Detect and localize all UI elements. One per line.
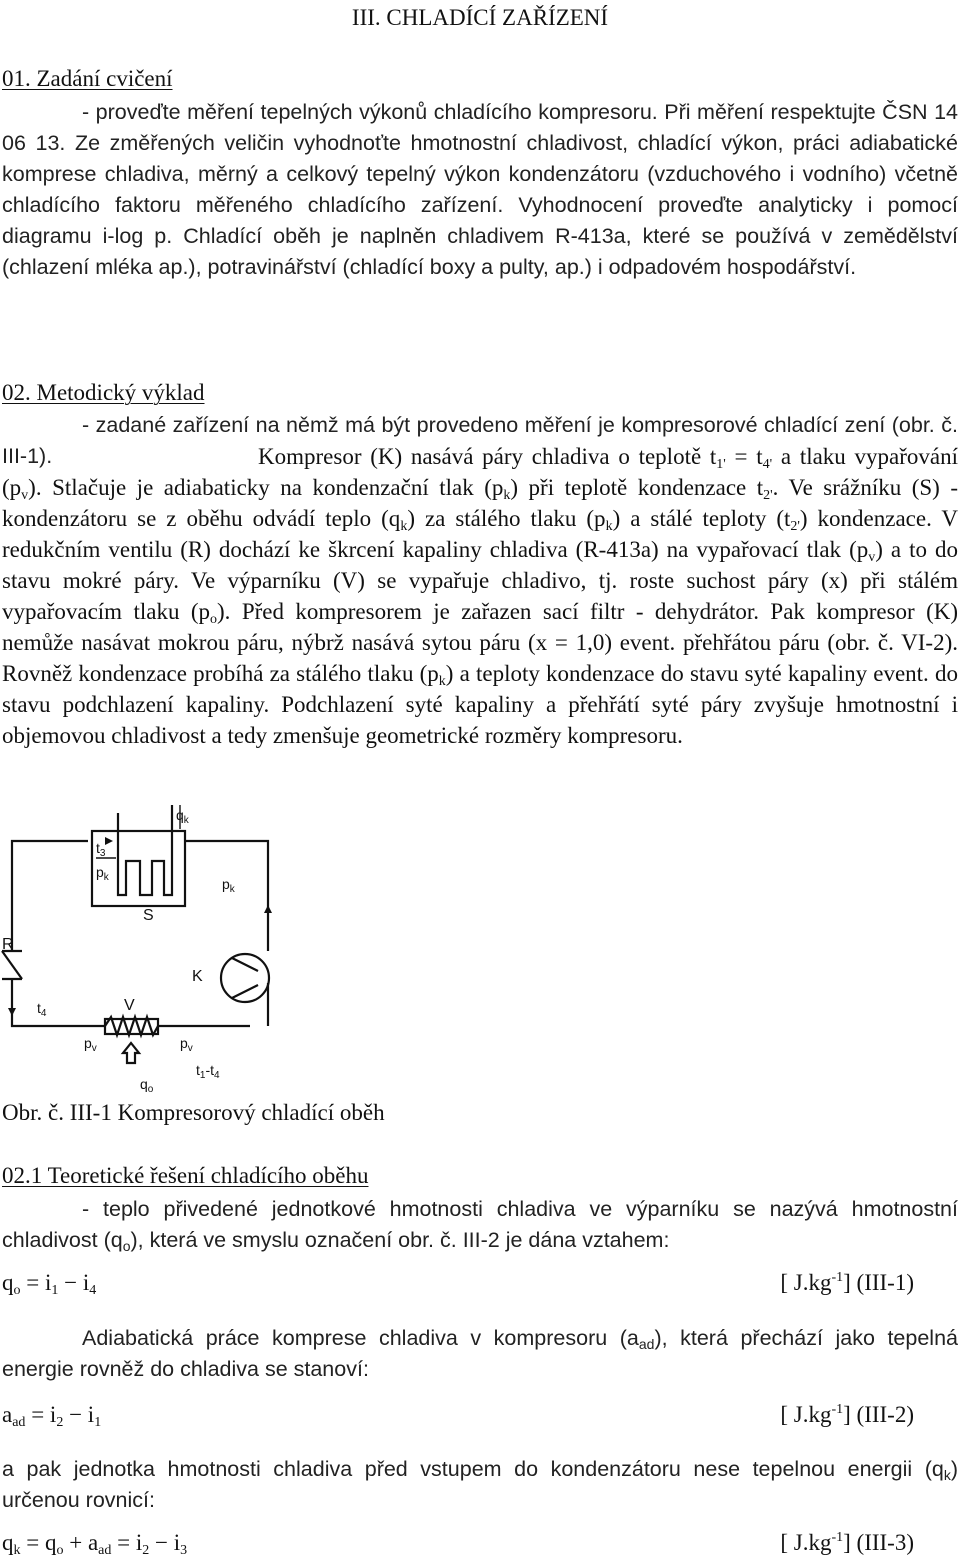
sub: o [210,612,218,627]
direction-arrow-right [264,905,272,913]
loop-top-right-line [184,841,268,951]
label-t1-t4: $t_1-t_4$ [196,1062,220,1081]
loop-left-line [12,979,105,1026]
compressor-line-2 [232,985,258,998]
txt: ) a teploty kondenzace do stavu syté kapaliny event. do stavu podchlazení kapaliny. Podchlazení syté kapaliny a přehřátí syté páry zvyšuje hmotnostní i objemovou chladivost a tedy zmenšuje geometrické rozměry kompresoru. [2,661,958,748]
section-01-body: - proveďte měření tepelných výkonů chladícího kompresoru. Při měření respektujte ČSN 14 06 13. Ze změřených veličin vyhodnoťte hmotnostní chladivost, chladící výkon, práci adiabatické komprese chladiva, měrný a celkový tepelný výkon kondenzátoru (vzduchového i vodního) včetně chladícího faktoru měřeného chladícího zařízení. Vyhodnocení proveďte analyticky i pomocí diagramu i-log p. Chladící oběh je naplněn chladivem R-413a, které se používá v zemědělství (chlazení mléka ap.), potravinářství (chladící boxy a pulty, ap.) i odpadovém hospodářství. [2,100,958,279]
txt: ) při teplotě kondenzace t [510,475,764,500]
label-pv-right: $p_v$ [180,1035,193,1054]
label-pk-right: $p_k$ [222,876,235,895]
section-021-heading: 02.1 Teoretické řešení chladícího oběhu [2,1163,369,1188]
sub: ad [638,1336,655,1352]
sub: v [868,550,876,565]
refrigeration-cycle-diagram [0,803,300,1103]
section-021-p2 [2,1323,958,1385]
equation-2: $a_{ad} = i_2 - i_1$ [2,1402,102,1430]
txt: ). Stlačuje je adiabaticky na kondenzační tlak (p [28,475,504,500]
label-V: V [124,997,135,1014]
label-K: K [192,968,203,985]
label-t3: $t_3$ [96,840,106,859]
txt: ), která přechází jako tepelná energie rovněž do chladiva se stanoví: [2,1326,958,1381]
txt: ), která ve smyslu označení obr. č. III-2 je dána vztahem: [130,1228,670,1252]
condenser-coil [118,813,172,895]
label-pk-left: $p_k$ [96,864,109,883]
heat-input-arrow [123,1043,139,1063]
sub: 4' [762,457,773,472]
equation-1: $q_o = i_1 - i_4$ [2,1270,97,1298]
txt: ). Před kompresorem je zařazen sací filtr - dehydrátor. Pak kompresor (K) nemůže nasávat mokrou páru, nýbrž nasává sytou páru (x = 1,0) event. přehřátou páru (obr. č. VI-2). Rovněž kondenzace probíhá za stálého tlaku (p [2,599,958,686]
sub: v [21,488,29,503]
txt: ) za stálého tlaku (p [407,506,606,531]
label-R: R [2,936,14,953]
txt: ) kondenzace. V redukčním ventilu (R) dochází ke škrcení kapaliny chladiva (R-413a) na vypařovací tlak (p [2,506,959,562]
section-01-heading: 01. Zadání cvičení [2,66,173,91]
direction-arrow-top [105,837,113,845]
sub: k [605,519,613,534]
compressor-line-1 [232,958,258,971]
sub: o [122,1238,131,1254]
label-pv-left: $p_v$ [84,1035,97,1054]
direction-arrow-left [8,1008,16,1016]
txt: Adiabatická práce komprese chladiva v kompresoru (a [82,1326,639,1350]
sub: k [438,674,446,689]
expansion-valve-diagonal [2,951,22,979]
txt: - teplo přivedené jednotkové hmotnosti chladiva ve výparníku se nazývá hmotnostní chladivost (q [2,1197,958,1252]
txt: Kompresor (K) nasává páry chladiva o teplotě t [258,444,717,469]
txt: = t [725,444,763,469]
txt: ) a to do stavu mokré páry. Ve výparníku (V) se vypařuje chladivo, tj. roste suchost páry (x) při stálém vypařovacím tlaku (p [2,537,958,624]
txt: a tlaku vypařování (p [2,444,958,500]
sub: 1' [716,457,726,472]
sub: k [503,488,511,503]
section-02-heading: 02. Metodický výklad [2,380,205,405]
section-021-p3 [2,1454,958,1516]
label-t4: $t_4$ [37,1000,47,1019]
equation-2-unit: [ $J.kg^{-1}$] (III-2) [780,1402,914,1427]
txt: ) a stálé teploty (t [612,506,791,531]
equation-3: $q_k = q_o + a_{ad} = i_2 - i_3$ [2,1530,188,1558]
loop-top-left-line [12,841,88,951]
txt: . Ve srážníku (S) - kondenzátoru se z oběhu odvádí teplo (q [2,475,958,531]
sub: 2' [763,488,773,503]
sub: 2' [790,519,800,534]
equation-3-unit: [ $J.kg^{-1}$] (III-3) [780,1530,914,1555]
txt: ) určenou rovnicí: [2,1457,958,1512]
page-title: III. CHLADÍCÍ ZAŘÍZENÍ [351,5,609,30]
txt: a pak jednotka hmotnosti chladiva před vstupem do kondenzátoru nese tepelnou energii (q [2,1457,944,1481]
label-q-k: $q_k$ [176,807,189,826]
section-02-body [2,441,958,751]
section-01-text [2,97,958,283]
label-q-o: $q_o$ [140,1076,154,1095]
sub: k [943,1467,951,1483]
section-02-intro-text: - zadané zařízení na němž má být provedeno měření je kompresorové chladící zení (obr. č. III-1). [2,413,958,468]
label-S: S [143,907,154,924]
section-021-p1 [2,1194,958,1256]
sub: k [400,519,408,534]
compressor-circle [221,954,269,1002]
figure-caption: Obr. č. III-1 Kompresorový chladící oběh [2,1100,385,1125]
equation-1-unit: [ $J.kg^{-1}$] (III-1) [780,1270,914,1295]
